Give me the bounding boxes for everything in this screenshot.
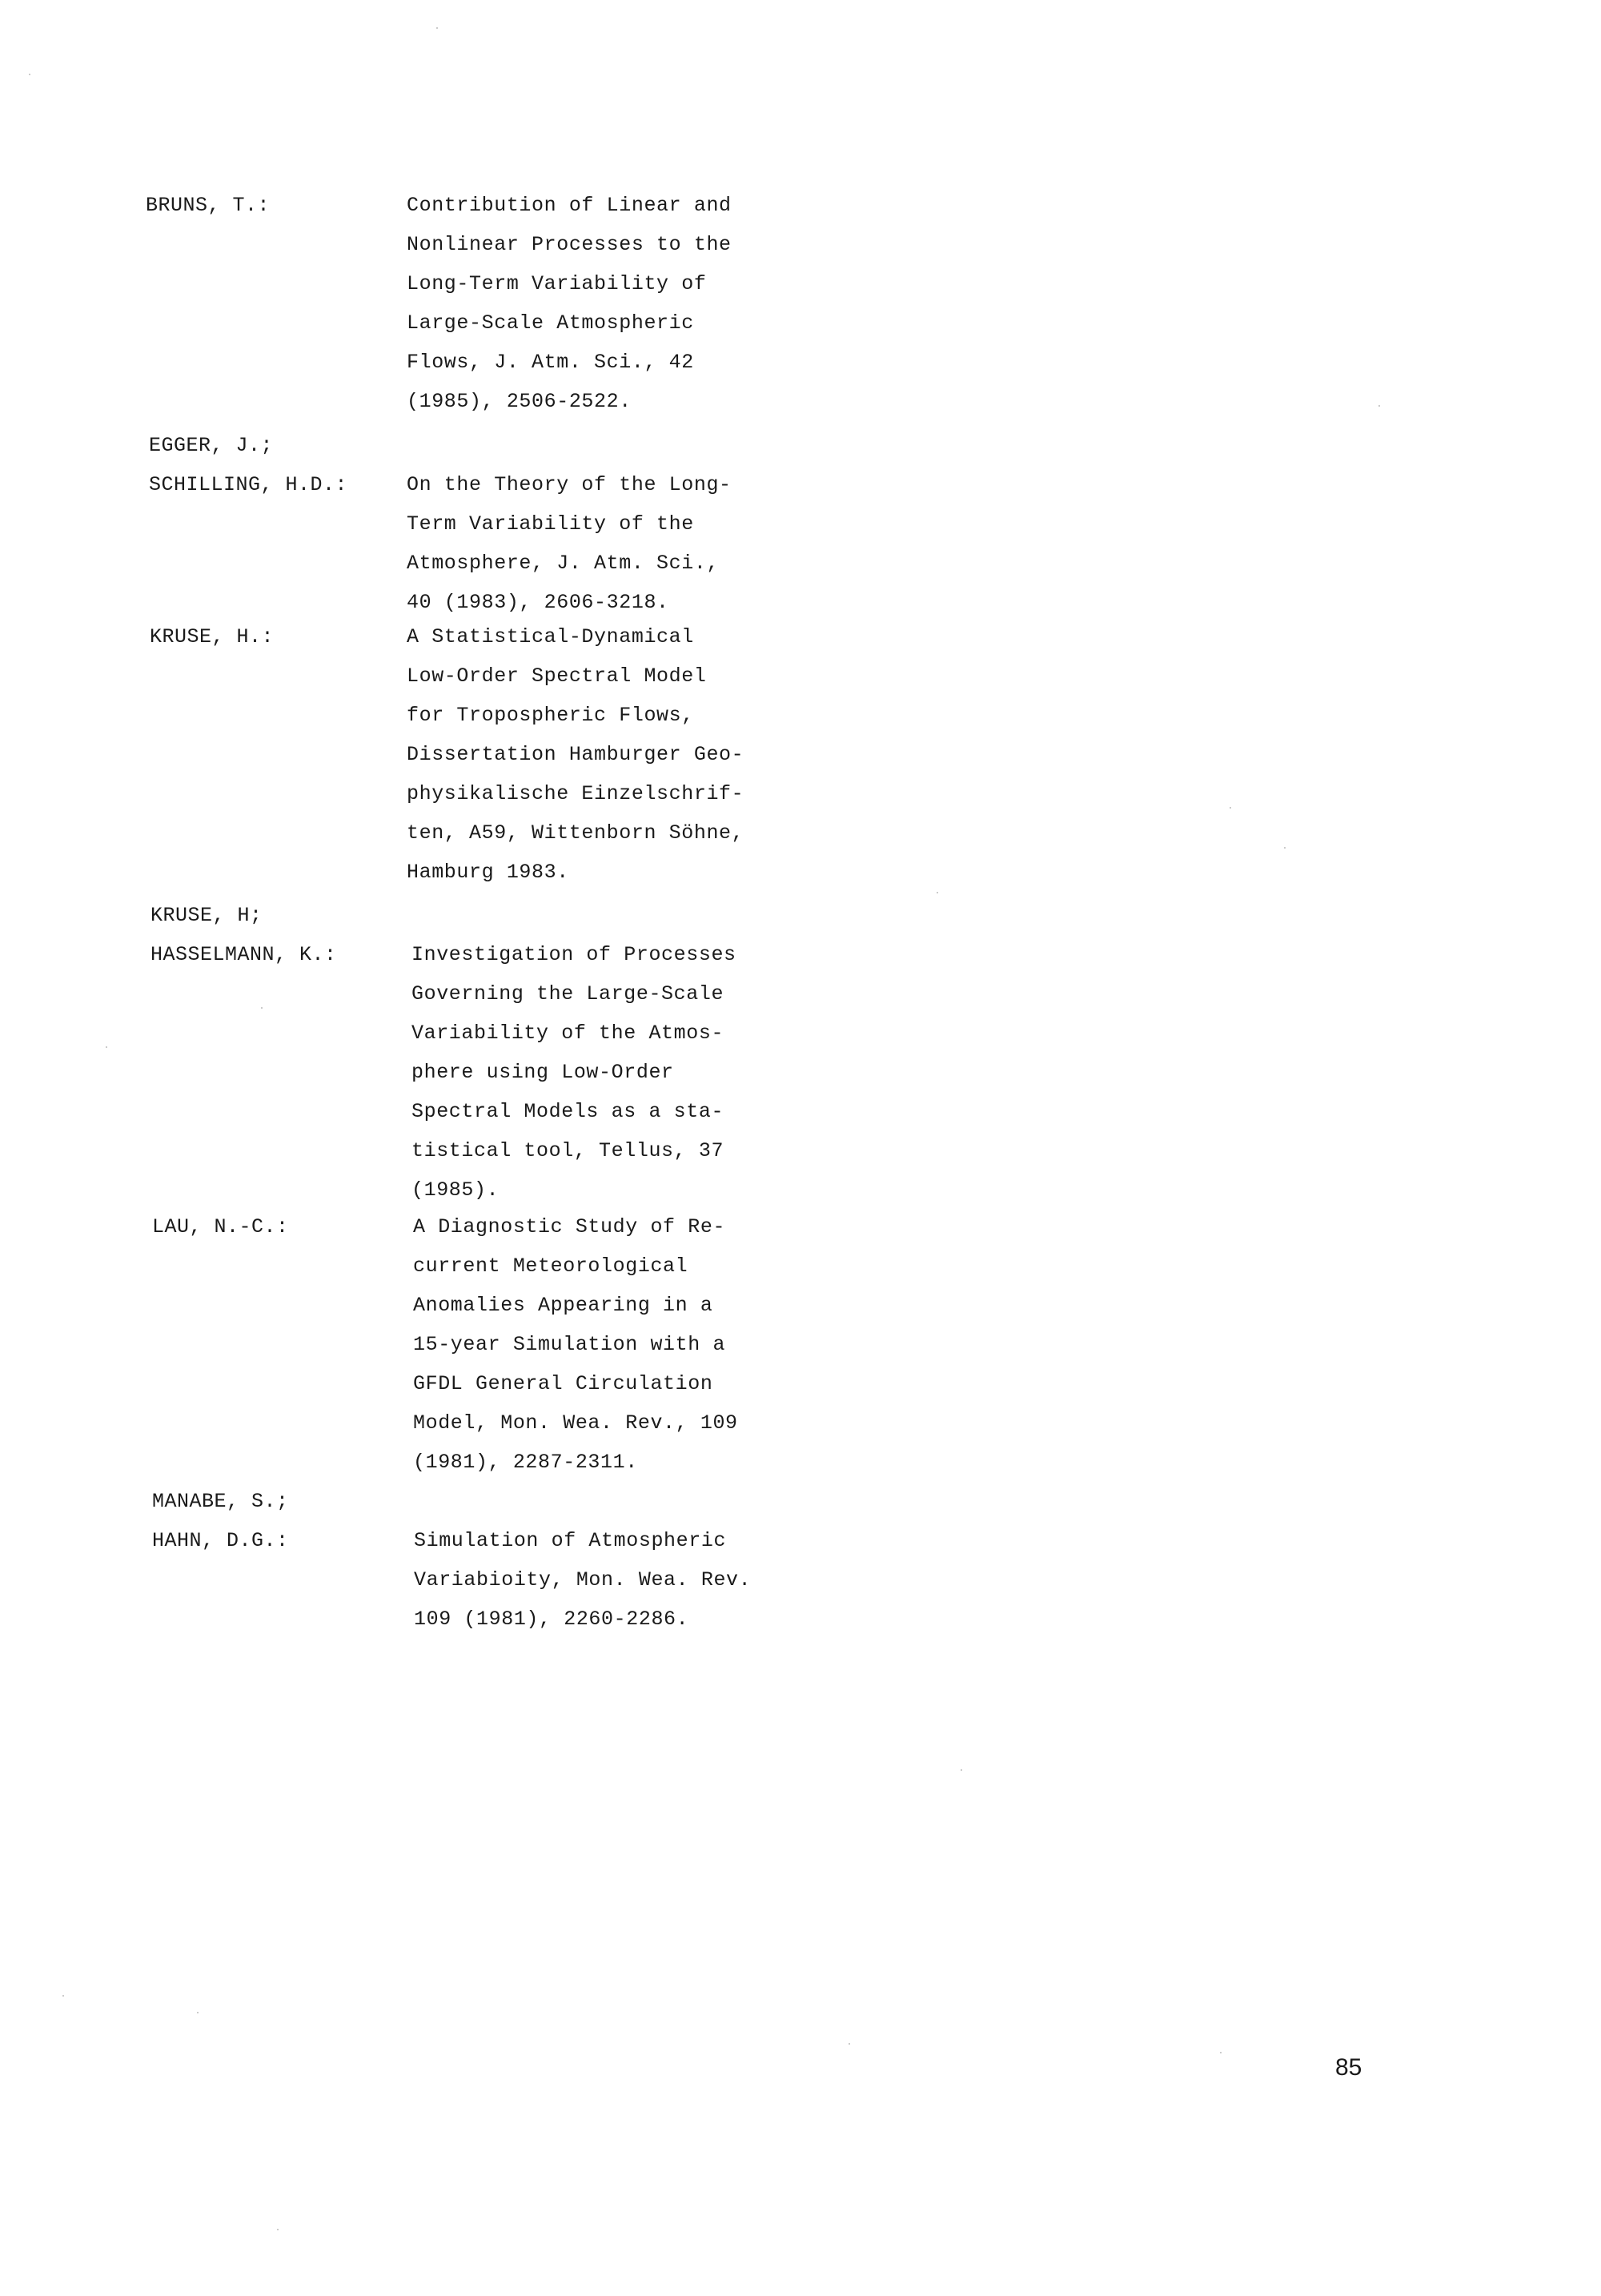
citation-line: Hamburg 1983. xyxy=(407,861,569,884)
citation-line: Atmosphere, J. Atm. Sci., xyxy=(407,552,720,575)
citation-line: Anomalies Appearing in a xyxy=(413,1294,713,1317)
citation-line: (1981), 2287-2311. xyxy=(413,1451,638,1474)
citation-line: Term Variability of the xyxy=(407,512,694,536)
reference-citation xyxy=(413,1207,789,1482)
author-name: EGGER, J.; xyxy=(149,434,274,457)
scan-speck xyxy=(62,1995,64,1997)
citation-line: 109 (1981), 2260-2286. xyxy=(414,1608,689,1631)
citation-line: Spectral Models as a sta- xyxy=(411,1100,724,1123)
citation-line: Long-Term Variability of xyxy=(407,272,707,295)
citation-line: Governing the Large-Scale xyxy=(411,982,724,1006)
author-name: SCHILLING, H.D.: xyxy=(149,473,348,496)
citation-line: On the Theory of the Long- xyxy=(407,473,732,496)
author-name: HASSELMANN, K.: xyxy=(150,943,337,966)
scan-speck xyxy=(1230,807,1231,809)
citation-line: Low-Order Spectral Model xyxy=(407,664,707,688)
reference-citation xyxy=(407,186,783,421)
scan-speck xyxy=(1220,2052,1222,2053)
reference-authors xyxy=(146,186,410,225)
citation-line: Flows, J. Atm. Sci., 42 xyxy=(407,351,694,374)
citation-line: Variability of the Atmos- xyxy=(411,1022,724,1045)
citation-line: for Tropospheric Flows, xyxy=(407,704,694,727)
scan-speck xyxy=(261,1007,263,1009)
reference-authors xyxy=(150,617,414,656)
citation-line: physikalische Einzelschrif- xyxy=(407,782,744,805)
reference-citation xyxy=(407,465,783,622)
author-name: KRUSE, H.: xyxy=(150,625,275,648)
citation-line: GFDL General Circulation xyxy=(413,1372,713,1395)
author-name: BRUNS, T.: xyxy=(146,194,271,217)
scan-speck xyxy=(106,1046,107,1048)
scan-speck xyxy=(197,2012,199,2013)
citation-line: Dissertation Hamburger Geo- xyxy=(407,743,744,766)
scan-speck xyxy=(849,2043,850,2045)
author-name: MANABE, S.; xyxy=(152,1490,289,1513)
citation-line: 15-year Simulation with a xyxy=(413,1333,726,1356)
citation-line: phere using Low-Order xyxy=(411,1061,674,1084)
reference-citation xyxy=(414,1521,790,1639)
author-name: HAHN, D.G.: xyxy=(152,1529,289,1552)
citation-line: 40 (1983), 2606-3218. xyxy=(407,591,669,614)
reference-authors xyxy=(150,896,415,974)
citation-line: Simulation of Atmospheric xyxy=(414,1529,727,1552)
citation-line: (1985), 2506-2522. xyxy=(407,390,632,413)
scan-speck xyxy=(277,2229,279,2230)
reference-citation xyxy=(411,935,788,1210)
citation-line: Model, Mon. Wea. Rev., 109 xyxy=(413,1411,738,1435)
citation-line: Large-Scale Atmospheric xyxy=(407,311,694,335)
author-name: LAU, N.-C.: xyxy=(152,1215,289,1238)
author-name: KRUSE, H; xyxy=(150,904,263,927)
scan-speck xyxy=(937,892,938,893)
page-number: 85 xyxy=(1335,2054,1362,2081)
citation-line: current Meteorological xyxy=(413,1254,688,1278)
scan-speck xyxy=(1378,405,1380,407)
citation-line: (1985). xyxy=(411,1178,500,1202)
citation-line: Investigation of Processes xyxy=(411,943,736,966)
citation-line: A Diagnostic Study of Re- xyxy=(413,1215,726,1238)
citation-line: Variabioity, Mon. Wea. Rev. xyxy=(414,1568,752,1592)
scan-speck xyxy=(1284,847,1286,849)
scan-speck xyxy=(29,74,30,75)
reference-authors xyxy=(152,1207,416,1246)
citation-line: Nonlinear Processes to the xyxy=(407,233,732,256)
citation-line: ten, A59, Wittenborn Söhne, xyxy=(407,821,744,845)
citation-line: tistical tool, Tellus, 37 xyxy=(411,1139,724,1162)
scan-speck xyxy=(961,1769,962,1771)
citation-line: Contribution of Linear and xyxy=(407,194,732,217)
reference-authors xyxy=(149,426,413,504)
reference-authors xyxy=(152,1482,416,1560)
citation-line: A Statistical-Dynamical xyxy=(407,625,694,648)
scan-speck xyxy=(436,27,438,29)
reference-citation xyxy=(407,617,783,892)
